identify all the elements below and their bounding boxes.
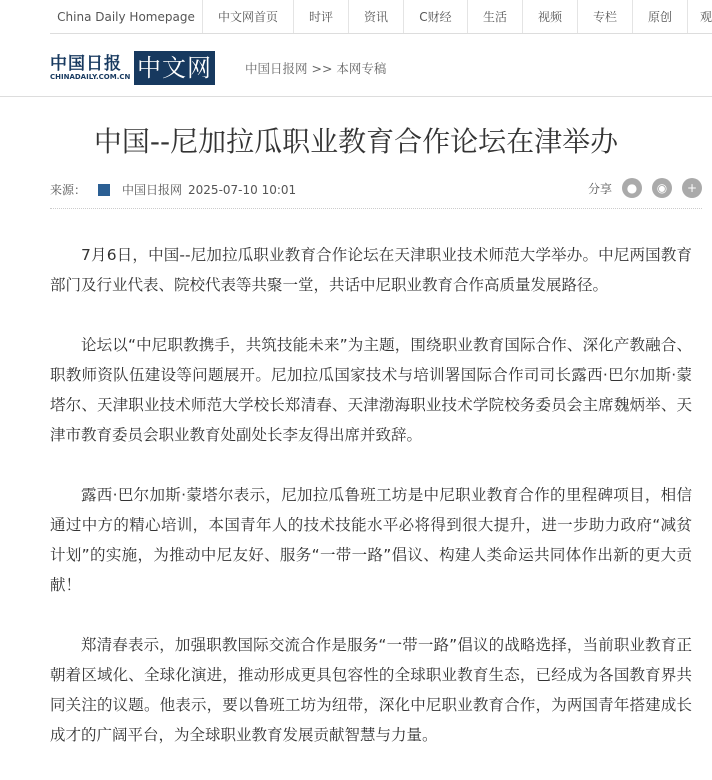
paragraph: 露西·巴尔加斯·蒙塔尔表示，尼加拉瓜鲁班工坊是中尼职业教育合作的里程碑项目，相信通过中方的精心培训，本国青年人的技术技能水平必将得到很大提升，进一步助力政府“减贫计划”的实施，为推动中尼友好、服务“一带一路”倡议、构建人类命运共同体作出新的更大贡献！ — [50, 486, 692, 594]
logo-en: CHINADAILY.COM.CN — [50, 73, 131, 81]
top-nav — [50, 0, 712, 34]
nav-item[interactable]: 中文网首页 — [203, 0, 294, 33]
datetime: 2025-07-10 10:01 — [188, 182, 297, 197]
page-title: 中国--尼加拉瓜职业教育合作论坛在津举办 — [93, 125, 619, 158]
logo-zw: 中文网 — [134, 51, 215, 85]
china-daily-icon — [98, 184, 110, 196]
logo[interactable] — [50, 51, 215, 85]
nav-item[interactable]: 资讯 — [349, 0, 404, 33]
share-bar — [588, 178, 702, 198]
nav-item[interactable]: 观 — [700, 10, 712, 24]
wechat-icon[interactable]: ● — [622, 178, 642, 198]
nav-item[interactable]: China Daily Homepage — [50, 0, 203, 33]
breadcrumb[interactable]: 中国日报网 >> 本网专稿 — [245, 61, 387, 76]
divider — [50, 208, 702, 209]
article-meta — [50, 181, 296, 198]
logo-bar — [0, 35, 712, 97]
paragraph: 7月6日，中国--尼加拉瓜职业教育合作论坛在天津职业技术师范大学举办。中尼两国教育部门及行业代表、院校代表等共聚一堂，共话中尼职业教育合作高质量发展路径。 — [50, 246, 692, 294]
paragraph: 郑清春表示，加强职教国际交流合作是服务“一带一路”倡议的战略选择，当前职业教育正朝着区域化、全球化演进，推动形成更具包容性的全球职业教育生态，已经成为各国教育界共同关注的议题。他表示，要以鲁班工坊为纽带，深化中尼职业教育合作，为两国青年搭建成长成才的广阔平台，为全球职业教育发展贡献智慧与力量。 — [50, 636, 692, 744]
nav-item[interactable]: 生活 — [468, 0, 523, 33]
weibo-icon[interactable]: ◉ — [652, 178, 672, 198]
nav-item[interactable]: 视频 — [523, 0, 578, 33]
share-label: 分享 — [587, 181, 612, 196]
nav-item[interactable]: 专栏 — [578, 0, 633, 33]
nav-item[interactable]: C财经 — [404, 0, 468, 33]
logo-cn: 中国日报 — [50, 54, 122, 74]
source: 中国日报网 — [122, 183, 183, 197]
source-label: 来源： — [50, 183, 87, 197]
paragraph: 论坛以“中尼职教携手，共筑技能未来”为主题，围绕职业教育国际合作、深化产教融合、职教师资队伍建设等问题展开。尼加拉瓜国家技术与培训署国际合作司司长露西·巴尔加斯·蒙塔尔、天津职业技术师范大学校长郑清春、天津渤海职业技术学院校务委员会主席魏炳举、天津市教育委员会职业教育处副处长李友得出席并致辞。 — [50, 336, 692, 444]
plus-icon[interactable]: + — [682, 178, 702, 198]
nav-item[interactable]: 时评 — [294, 0, 349, 33]
nav-item[interactable]: 原创 — [633, 0, 688, 33]
article-body — [50, 240, 692, 780]
